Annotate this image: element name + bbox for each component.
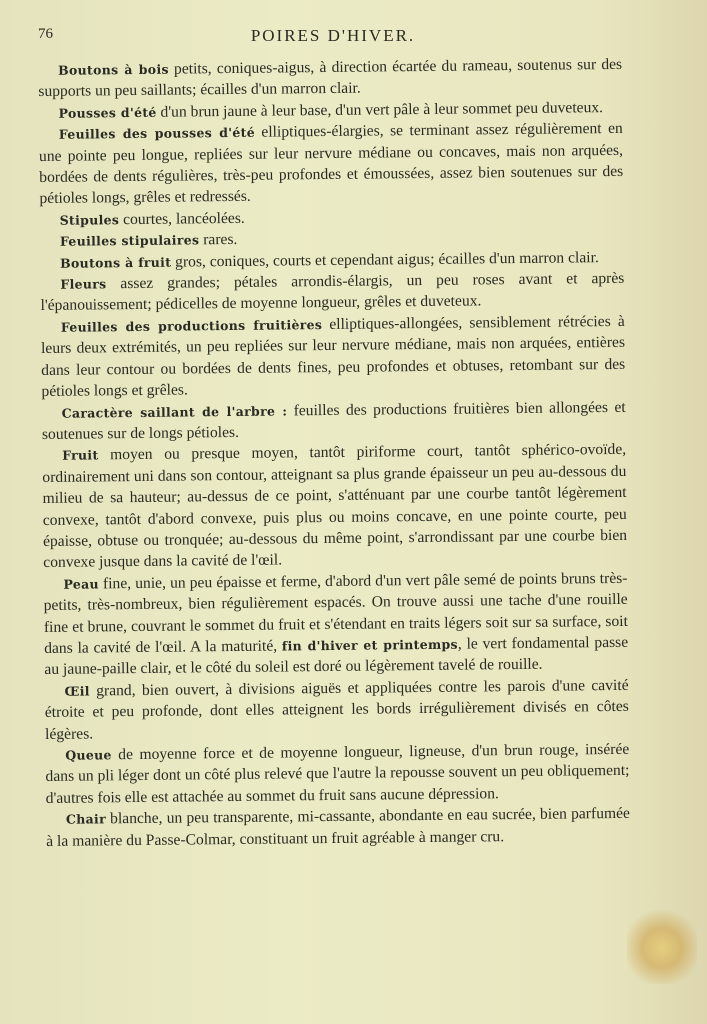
term: Stipules	[59, 212, 120, 228]
description: elliptiques-élargies, se terminant assez régulièrement en une pointe peu longue, repliées sur leur nervure médiane ou concaves, mais non arquées, bordées de dents régulières, très-peu profondes et émoussées, assez bien soutenues sur des pétioles longs, grêles et redressés.	[38, 120, 624, 208]
term: Feuilles des pousses d'été	[58, 124, 256, 143]
description: blanche, un peu transparente, mi-cassante, abondante en eau sucrée, bien parfumée à la manière du Passe-Colmar, constituant un fruit agréable à manger cru.	[46, 805, 631, 850]
paragraph-oeil	[45, 675, 630, 745]
page-body	[38, 54, 630, 852]
paragraph-peau	[43, 568, 628, 681]
page-number: 76	[38, 26, 53, 42]
term: Feuilles des productions fruitières	[60, 316, 323, 335]
description: rares.	[199, 231, 238, 249]
description: fine, unie, un peu épaisse et ferme, d'abord d'un vert pâle semé de points bruns très-petits, très-nombreux, bien régulièrement espacés. On trouve aussi une tache d'une rouille fine et brune, couvrant le sommet du fruit et s'étendant en traits légers soit sur sa surface, soit dans la cavité de l'œil. A la maturité,	[43, 569, 628, 657]
page-header	[38, 26, 628, 50]
term: Œil	[64, 683, 90, 699]
pear-thumbnail-image	[627, 904, 697, 984]
description-continued: , le vert fondamental passe au jaune-paille clair, et le côté du soleil est doré ou légèrement tavelé de rouille.	[44, 633, 629, 679]
term: Pousses d'été	[58, 104, 157, 121]
running-title: POIRES D'HIVER.	[250, 26, 416, 45]
description: d'un brun jaune à leur base, d'un vert pâle à leur sommet peu duveteux.	[156, 98, 604, 121]
description: de moyenne force et de moyenne longueur, ligneuse, d'un brun rouge, insérée dans un pli léger dont un côté plus relevé que l'autre la repousse souvent un peu obliquement; d'autres fois elle est attachée au sommet du fruit sans aucune dépression.	[45, 740, 630, 807]
paragraph-fruit	[42, 439, 627, 574]
term: Fleurs	[60, 276, 107, 292]
term: Queue	[65, 747, 112, 763]
term: Boutons à fruit	[60, 254, 172, 271]
paragraph-feuilles-productions	[41, 311, 626, 403]
description: petits, coniques-aigus, à direction écartée du rameau, soutenus sur des supports un peu saillants; écailles d'un marron clair.	[38, 55, 623, 101]
maturity-season: fin d'hiver et printemps	[281, 636, 458, 654]
term: Feuilles stipulaires	[59, 232, 200, 250]
description: moyen ou presque moyen, tantôt piriforme court, tantôt sphérico-ovoïde, ordinairement uni dans son contour, atteignant sa plus grande épaisseur un peu au-dessous du milieu de sa hauteur; au-dessus de ce point, s'atténuant par une courbe tantôt légèrement convexe, tantôt d'abord convexe, puis plus ou moins concave, en une pointe courte, peu épaisse, obtuse ou tronquée; au-dessous du même point, s'arrondissant par une courbe bien convexe jusque dans la cavité de l'œil.	[42, 441, 628, 572]
paragraph-feuilles-pousses	[39, 118, 624, 210]
paragraph-chair	[46, 803, 630, 852]
paragraph-caractere	[42, 396, 626, 445]
term: Fruit	[62, 447, 99, 464]
description: elliptiques-allongées, sensiblement rétrécies à leurs deux extrémités, un peu repliées sur leur nervure médiane, mais non arquées, entières dans leur contour ou bordées de dents fines, peu profondes et obtuses, retombant sur des pétioles longs et grêles.	[40, 312, 626, 401]
paragraph-queue	[45, 739, 630, 809]
paragraph-boutons-a-bois	[38, 54, 622, 103]
term: Chair	[65, 811, 107, 827]
description: courtes, lancéolées.	[119, 209, 245, 229]
term: Caractère saillant de l'arbre :	[61, 402, 288, 421]
term: Peau	[63, 576, 99, 592]
description: assez grandes; pétales arrondis-élargis, un peu roses avant et après l'épanouissement; pédicelles de moyenne longueur, grêles et duveteux.	[40, 269, 625, 315]
term: Boutons à bois	[58, 61, 169, 78]
description: grand, bien ouvert, à divisions aiguës et appliquées contre les parois d'une cavité étroite et peu profonde, dont elles atteignent les bords irrégulièrement divisés en côtes légères.	[44, 676, 629, 743]
description: feuilles des productions fruitières bien allongées et soutenues sur de longs pétioles.	[41, 398, 626, 443]
paragraph-fleurs	[40, 268, 624, 317]
description: gros, coniques, courts et cependant aigus; écailles d'un marron clair.	[171, 248, 599, 271]
